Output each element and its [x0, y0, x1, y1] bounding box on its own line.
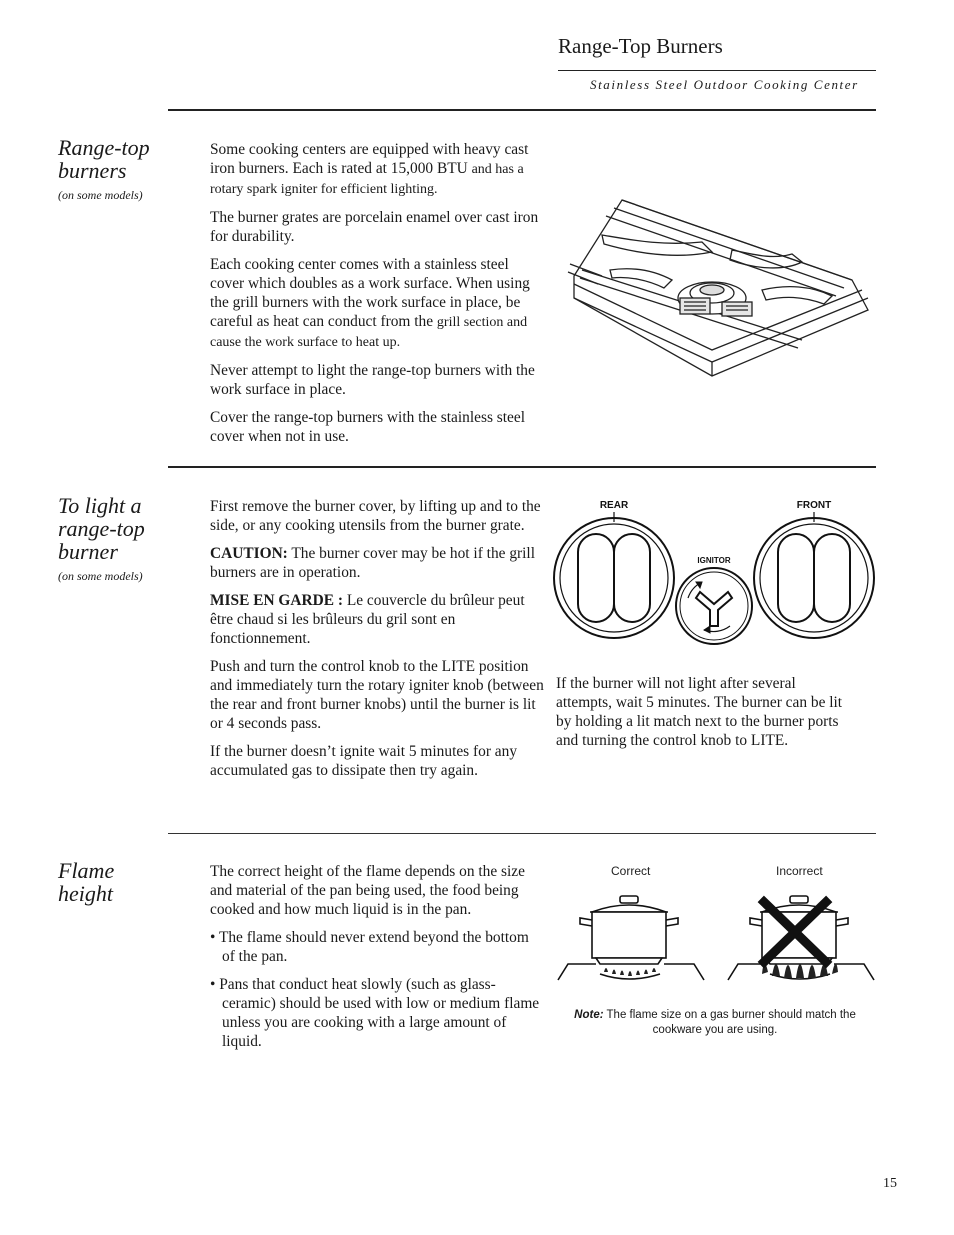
knob-label-rear: REAR: [599, 500, 629, 511]
section-title-line: range-top: [58, 516, 145, 541]
paragraph: The correct height of the flame depends on the size and material of the pan being used, the food being cooked and how much liquid is in the pan.: [210, 863, 525, 918]
section-title-line: Range-top: [58, 135, 150, 160]
section-heading-light-burner: [58, 494, 145, 584]
paragraph: The burner grates are porcelain enamel over cast iron for durability.: [210, 209, 539, 245]
correct-flame-illustration: [556, 892, 706, 984]
paragraph: If the burner will not light after several attempts, wait 5 minutes. The burner can be lit by holding a lit match next to the burner ports and turning the control knob to LITE.: [556, 675, 843, 749]
paragraph-text: The burner cover may be hot if the grill burners are in operation.: [210, 545, 535, 581]
igniter-fallback-text: [556, 674, 850, 759]
bullet-item: • Pans that conduct heat slowly (such as glass-ceramic) should be used with low or medium flame unless you are cooking with a large amount of liquid.: [210, 976, 540, 1050]
section-body: [210, 862, 544, 1060]
section-heading-range-top-burners: [58, 136, 150, 203]
knob-label-igniter: IGNITOR: [697, 556, 731, 565]
control-knobs-illustration: [552, 496, 876, 646]
paragraph: [210, 544, 544, 582]
bullet-item: • The flame should never extend beyond the bottom of the pan.: [210, 929, 529, 965]
section-title-line: burner: [58, 539, 118, 564]
caution-label: CAUTION:: [210, 545, 288, 562]
paragraph: [210, 140, 542, 199]
section-body: [210, 140, 542, 455]
paragraph-text-small: and has a rotary spark igniter for efficient lighting.: [210, 162, 524, 197]
igniter-knob: [676, 568, 752, 644]
section-title-line: height: [58, 881, 113, 906]
label-incorrect: Incorrect: [776, 864, 823, 878]
page-subtitle: Stainless Steel Outdoor Cooking Center: [590, 77, 859, 92]
note-label: Note:: [574, 1009, 604, 1021]
section-divider: [168, 833, 876, 834]
paragraph: Never attempt to light the range-top burners with the work surface in place.: [210, 362, 535, 398]
front-knob: [754, 518, 874, 638]
incorrect-flame-illustration: [726, 892, 876, 984]
paragraph: Push and turn the control knob to the LITE position and immediately turn the rotary igniter knob (between the rear and front burner knobs) until the burner is lit or 4 seconds pass.: [210, 658, 544, 732]
section-divider: [168, 109, 876, 111]
paragraph-text: Le couvercle du brûleur peut être chaud si les brûleurs du gril sont en fonctionnement.: [210, 592, 525, 647]
paragraph: First remove the burner cover, by lifting up and to the side, or any cooking utensils from the burner grate.: [210, 498, 541, 534]
paragraph-text-small: grill section and cause the work surface to heat up.: [210, 315, 528, 350]
paragraph-text: Some cooking centers are equipped with heavy cast iron burners. Each is rated at 15,000 BTU: [210, 141, 529, 177]
section-body: [210, 497, 544, 789]
rear-knob: [554, 518, 674, 638]
section-title-line: burners: [58, 158, 127, 183]
mise-en-garde-label: MISE EN GARDE :: [210, 592, 343, 609]
page-title: Range-Top Burners: [558, 34, 723, 58]
section-divider: [168, 466, 876, 468]
paragraph: If the burner doesn’t ignite wait 5 minutes for any accumulated gas to dissipate then try again.: [210, 743, 518, 779]
paragraph-text: Each cooking center comes with a stainless steel cover which doubles as a work surface. When using the grill burners with the work surface in place, be careful as heat can conduct from the: [210, 256, 530, 330]
range-top-illustration: [562, 180, 876, 380]
section-note: (on some models): [58, 188, 143, 202]
flame-note: [570, 1008, 860, 1038]
section-title-line: To light a: [58, 493, 142, 518]
section-note: (on some models): [58, 569, 143, 583]
paragraph: [210, 591, 544, 648]
note-text: The flame size on a gas burner should match the cookware you are using.: [603, 1009, 856, 1036]
page-number: 15: [883, 1176, 897, 1191]
section-title-line: Flame: [58, 858, 115, 883]
section-heading-flame-height: [58, 859, 114, 905]
paragraph: [210, 255, 542, 352]
header-rule: [558, 70, 876, 71]
knob-label-front: FRONT: [796, 500, 832, 511]
paragraph: Cover the range-top burners with the stainless steel cover when not in use.: [210, 409, 525, 445]
label-correct: Correct: [611, 864, 651, 878]
